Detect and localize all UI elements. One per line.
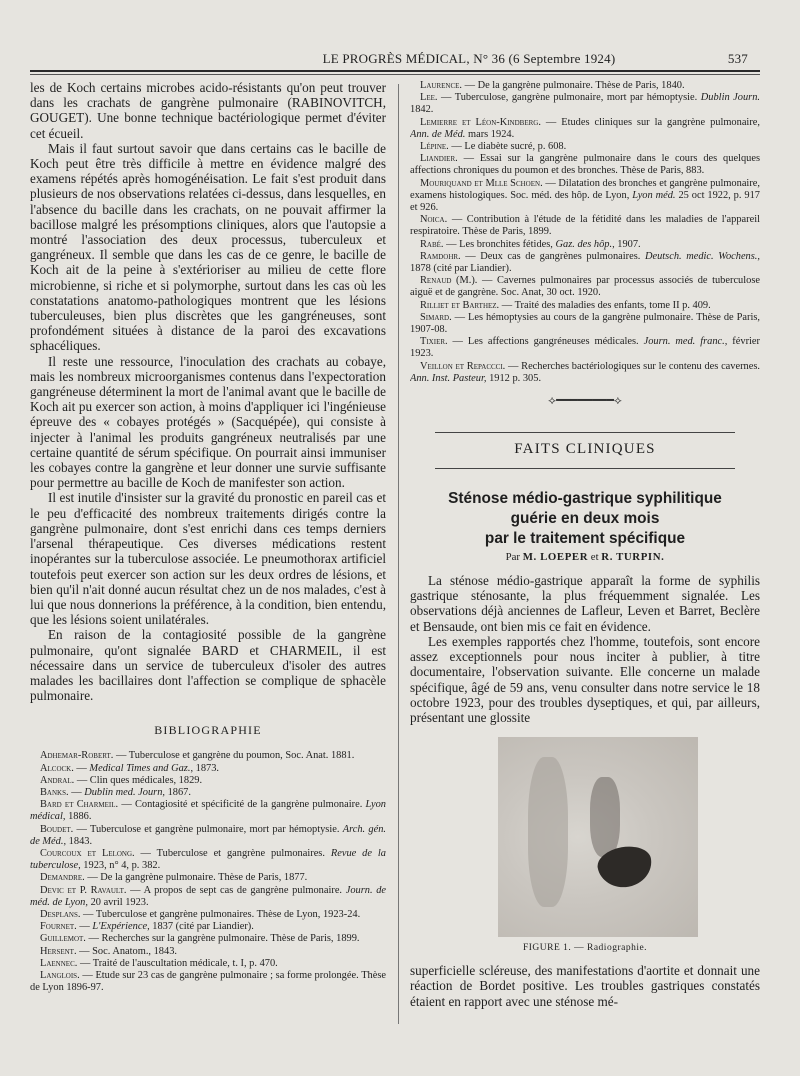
reference-journal: Lyon médical,	[30, 799, 386, 823]
reference-author: Ramdohr.	[420, 250, 461, 262]
reference-author: Tixier.	[420, 336, 448, 348]
reference-author: Fournet.	[40, 921, 77, 933]
bibliography-entry	[30, 787, 386, 799]
reference-author: Rilliet et Barthez.	[420, 299, 500, 311]
article-title-line: guérie en deux mois	[510, 510, 660, 528]
reference-author: Renaud (M.).	[420, 275, 478, 287]
reference-journal: L'Expérience,	[92, 921, 150, 933]
section-ornament: ⟡━━━━━━━━⟡	[548, 393, 622, 408]
reference-text: —	[76, 921, 93, 933]
paragraph: les de Koch certains microbes acido-résistants qu'on peut trouver dans les crachats de gangrène pulmonaire (RABINOVITCH, GOUGET). Une bonne technique bactériologique permet d'éviter cet écueil.	[30, 80, 386, 141]
bibliography-entry	[30, 872, 386, 884]
reference-text: — Tuberculose et gangrène pulmonaire, mort par hémoptysie.	[73, 823, 343, 835]
bibliography-list-continued	[410, 80, 760, 385]
header-rule	[30, 70, 760, 72]
bibliography-entry	[30, 848, 386, 872]
article-title-line: par le traitement spécifique	[484, 530, 686, 548]
bibliography-entry	[30, 885, 386, 909]
reference-text: — Recherches bactériologiques sur le contenu des cavernes.	[505, 360, 760, 372]
reference-journal: Dublin Journ.	[700, 92, 760, 104]
bibliography-entry	[30, 763, 386, 775]
reference-author: Langlois.	[40, 969, 80, 981]
figure-caption: FIGURE 1. — Radiographie.	[522, 943, 648, 954]
bibliography-list	[30, 750, 386, 994]
reference-author: Courcoux et Lelong.	[40, 847, 135, 859]
header-rule-thin	[30, 74, 760, 75]
reference-text: — Recherches sur la gangrène pulmonaire. Thèse de Paris, 1899.	[85, 933, 360, 945]
reference-text: — Tuberculose, gangrène pulmonaire, mort par hémoptysie.	[437, 92, 701, 104]
column-divider	[398, 84, 399, 1024]
reference-details: 1907.	[614, 238, 641, 250]
reference-details: 1837 (cité par Liandier).	[149, 921, 254, 933]
reference-author: Devic et P. Ravault.	[40, 884, 127, 896]
bibliography-entry	[410, 214, 760, 238]
reference-journal: Medical Times and Gaz.	[89, 762, 191, 774]
paragraph: Mais il faut surtout savoir que dans certains cas le bacille de Koch peut être très difficile à mettre en évidence malgré des examens répétés après homogénéisation. Le fait s'est produit dans plusieurs de nos observations relatées ci-dessus, dans lesquelles, en l'absence du bacille dans les crachats, on ne pouvait affirmer la bacillose malgré les présomptions cliniques, alors que l'autopsie a montré l'association des deux processus, tuberculeux et gangréneux. Il semble que dans les cas de ce genre, le bacille de Koch ait de la peine à s'extérioriser au milieu de cette flore microbienne, si riche et si polymorphe, surtout dans les cas où les constatations anatomo-pathologiques montrent que les lésions tuberculeuses, bien plus discrètes que les gangréneuses, sont profondément situées à distance de la paroi des excavations sphacéliques.	[30, 140, 386, 354]
reference-details: 1843.	[66, 835, 93, 847]
reference-journal: Gaz. des hôp.,	[555, 238, 615, 250]
bibliography-entry	[410, 251, 760, 275]
reference-text: — Essai sur la gangrène pulmonaire dans le cours des quelques affections chroniques du poumon et des bronches. Thèse de Paris, 883.	[410, 153, 760, 177]
paragraph: En raison de la contagiosité possible de la gangrène pulmonaire, qu'ont signalée BARD et CHARMEIL, il est nécessaire dans un service de tuberculeux d'isoler des autres malades les bacillaires dont l'affection se complique de sphacèle pulmonaire.	[30, 627, 386, 704]
bibliography-entry	[30, 933, 386, 945]
bibliography-entry	[410, 117, 760, 141]
reference-author: Alcock.	[40, 762, 74, 774]
reference-details: février 1923.	[410, 336, 760, 360]
reference-text: — Traité de l'auscultation médicale, t. I, p. 470.	[77, 957, 278, 969]
bibliography-entry	[30, 921, 386, 933]
bibliography-entry	[30, 824, 386, 848]
reference-text: — Dilatation des bronches et gangrène pulmonaire, examens histologiques. Soc. méd. des hôp. de Lyon,	[410, 177, 760, 201]
reference-journal: Ann. de Méd.	[410, 128, 466, 140]
byline	[410, 551, 760, 563]
bibliography-entry	[30, 946, 386, 958]
reference-author: Lépine.	[420, 141, 449, 153]
reference-author: Adhemar-Robert.	[40, 750, 114, 762]
reference-text: — Contagiosité et spécificité de la gangrène pulmonaire.	[118, 799, 366, 811]
reference-text: — Soc. Anatom., 1843.	[76, 945, 177, 957]
reference-details: , 1873.	[190, 762, 220, 774]
reference-author: Liandier.	[420, 153, 458, 165]
bibliography-entry	[30, 750, 386, 762]
reference-text: —	[68, 786, 85, 798]
reference-text: — Etude sur 23 cas de gangrène pulmonaire ; sa forme prolongée. Thèse de Lyon 1896-97.	[30, 969, 386, 994]
bibliography-entry	[410, 336, 760, 360]
article-body	[410, 573, 760, 725]
section-heading: FAITS CLINIQUES	[435, 432, 735, 469]
reference-journal: Ann. Inst. Pasteur,	[410, 372, 487, 384]
reference-author: Boudet.	[40, 823, 74, 835]
reference-author: Rabé.	[420, 238, 444, 250]
reference-author: Bard et Charmeil.	[40, 799, 119, 811]
paragraph: superficielle scléreuse, des manifestations d'aortite et donnait une réaction de Bordet positive. Les troubles gastriques constatés étaient en rapport avec une sténose mé-	[410, 963, 760, 1009]
bibliography-entry	[30, 799, 386, 823]
reference-text: — De la gangrène pulmonaire. Thèse de Paris, 1840.	[462, 80, 685, 91]
reference-text: — Tuberculose et gangrène pulmonaires. Thèse de Lyon, 1923-24.	[80, 908, 361, 920]
reference-author: Laennec.	[40, 957, 78, 969]
reference-details: 1842.	[410, 104, 434, 116]
reference-details: 1912 p. 305.	[486, 372, 542, 384]
bibliography-entry	[410, 361, 760, 385]
right-column	[410, 80, 760, 1060]
reference-text: — De la gangrène pulmonaire. Thèse de Paris, 1877.	[84, 872, 308, 884]
bibliography-entry	[30, 909, 386, 921]
reference-author: Desplans.	[40, 908, 81, 920]
reference-author: Noica.	[420, 214, 448, 226]
reference-author: Lemierre et Léon-Kindberg.	[420, 116, 541, 128]
bibliography-entry	[410, 312, 760, 336]
reference-text: — Les bronchites fétides,	[443, 238, 556, 250]
paragraph: Il reste une ressource, l'inoculation des crachats au cobaye, mais les nombreux microorganismes contenus dans l'expectoration gangréneuse déterminent la mort de l'animal avant que le bacille de Koch ait pu exercer son action, à moins d'appliquer ici l'ingénieuse épreuve des « cobayes protégés » (Sacquépée), qui consiste à injecter à l'animal les produits gangréneux neutralisés par une certaine quantité de sérum spécifique. On pourrait ainsi immuniser les cobayes contre la gangrène et leur donner une survie suffisante pour permettre au bacille de Koch de manifester son action.	[30, 353, 386, 491]
reference-author: Mouriquand et Mlle Schoen.	[420, 177, 543, 189]
reference-journal: Journ. med. franc.,	[643, 336, 728, 348]
reference-text: — Clin ques médicales, 1829.	[74, 774, 203, 786]
reference-details: 20 avril 1923.	[87, 896, 149, 908]
reference-author: Veillon et Repaccci.	[420, 360, 506, 372]
reference-text: — Contribution à l'étude de la fétidité dans les maladies de l'appareil respiratoire. Thèse de Paris, 1899.	[410, 214, 760, 238]
bibliography-entry	[410, 92, 760, 116]
running-header	[30, 48, 748, 70]
reference-text: — Traité des maladies des enfants, tome II p. 409.	[499, 299, 711, 311]
bibliography-heading: BIBLIOGRAPHIE	[154, 723, 262, 738]
bibliography-entry	[410, 300, 760, 312]
reference-author: Hersent.	[40, 945, 77, 957]
reference-author: Simard.	[420, 311, 452, 323]
reference-text: — Tuberculose et gangrène du poumon, Soc. Anat. 1881.	[113, 750, 355, 762]
reference-journal: Lyon méd.	[632, 189, 676, 201]
reference-text: — Les hémoptysies au cours de la gangrène pulmonaire. Thèse de Paris, 1907-08.	[410, 311, 760, 336]
reference-author: Laurence.	[420, 80, 462, 91]
reference-details: 1867.	[165, 786, 191, 798]
reference-text: — A propos de sept cas de gangrène pulmonaire.	[126, 884, 346, 896]
bibliography-entry	[410, 178, 760, 215]
reference-text: — Les affections gangréneuses médicales.	[447, 336, 644, 348]
reference-journal: Deutsch. medic. Wochens.,	[644, 250, 760, 262]
bibliography-entry	[410, 239, 760, 251]
reference-details: 1886.	[65, 811, 92, 823]
radiograph-image	[498, 737, 698, 937]
article-body-continued	[410, 963, 760, 1009]
author-name: R. TURPIN.	[601, 551, 665, 564]
bibliography-entry	[410, 80, 760, 92]
reference-text: —	[73, 762, 90, 774]
reference-author: Guillemot.	[40, 933, 86, 945]
article-title	[410, 489, 760, 549]
reference-journal: Dublin med. Journ,	[84, 786, 165, 798]
reference-author: Demandre.	[40, 872, 85, 884]
reference-author: Banks.	[40, 786, 69, 798]
reference-journal: Revue de la tuberculose,	[30, 847, 386, 872]
reference-author: Andral.	[40, 774, 75, 786]
reference-journal: Journ. de méd. de Lyon,	[30, 884, 386, 908]
byline-prefix: Par	[505, 551, 520, 564]
left-body-text	[30, 80, 386, 703]
paragraph: Les exemples rapportés chez l'homme, toutefois, sont encore assez exceptionnels pour nous inciter à publier, à titre documentaire, l'observation suivante. Elle concerne un malade spécifique, âgé de 59 ans, venu consulter dans notre service le 18 octobre 1923, pour des troubles dyseptiques, et qui, par ailleurs, présentant une glossite	[410, 633, 760, 725]
article-title-line: Sténose médio-gastrique syphilitique	[448, 490, 722, 508]
radiograph-shadow	[528, 757, 568, 907]
reference-details: 25 oct 1922, p. 917 et 926.	[410, 189, 760, 214]
radiograph-shadow	[590, 777, 620, 857]
page-number: 537	[727, 51, 748, 66]
reference-text: — Cavernes pulmonaires par processus associés de tuberculose aiguë et de gangrène. Soc. Anat, 30 oct. 1920.	[410, 275, 760, 299]
reference-text: — Le diabète sucré, p. 608.	[448, 141, 567, 153]
bibliography-entry	[410, 141, 760, 153]
reference-text: — Etudes cliniques sur la gangrène pulmonaire,	[540, 116, 760, 128]
bibliography-entry	[30, 958, 386, 970]
paragraph: La sténose médio-gastrique apparaît la forme de syphilis gastrique sténosante, la plus fréquemment signalée. Les observations déjà anciennes de Lafleur, Leven et Barret, Beclère et Bensaude, ont bien mis ce fait en évidence.	[410, 573, 760, 634]
bibliography-entry	[30, 970, 386, 994]
bibliography-entry	[30, 775, 386, 787]
byline-and: et	[590, 551, 599, 564]
paragraph: Il est inutile d'insister sur la gravité du pronostic en pareil cas et le peu d'efficacité des nombreux traitements dirigés contre la gangrène pulmonaire, dont s'est enrichi dans ces temps derniers l'arsenal thérapeutique. Ces diverses médications restent inopérantes sur la tuberculose associée. Le pneumothorax artificiel toutefois peut exercer son action sur les deux ordres de lésions, et bien qu'il n'ait donné aucun résultat chez un de nos malades, c'est à lui que nous donnerions la préférence, à la condition, bien entendu, que les lésions soient unilatérales.	[30, 490, 386, 628]
bibliography-entry	[410, 153, 760, 177]
reference-details: 1878 (cité par Liandier).	[410, 263, 512, 275]
reference-details: mars 1924.	[465, 128, 515, 140]
bibliography-entry	[410, 275, 760, 299]
reference-text: — Tuberculose et gangrène pulmonaires.	[134, 847, 331, 859]
reference-details: 1923, n° 4, p. 382.	[80, 860, 161, 872]
author-name: M. LOEPER	[522, 551, 589, 564]
reference-text: — Deux cas de gangrènes pulmonaires.	[460, 250, 645, 262]
reference-journal: Arch. gén. de Méd.,	[30, 823, 386, 847]
journal-title: LE PROGRÈS MÉDICAL, N° 36 (6 Septembre 1924)	[322, 51, 616, 66]
reference-author: Lee.	[420, 92, 438, 104]
left-column	[30, 80, 386, 1040]
